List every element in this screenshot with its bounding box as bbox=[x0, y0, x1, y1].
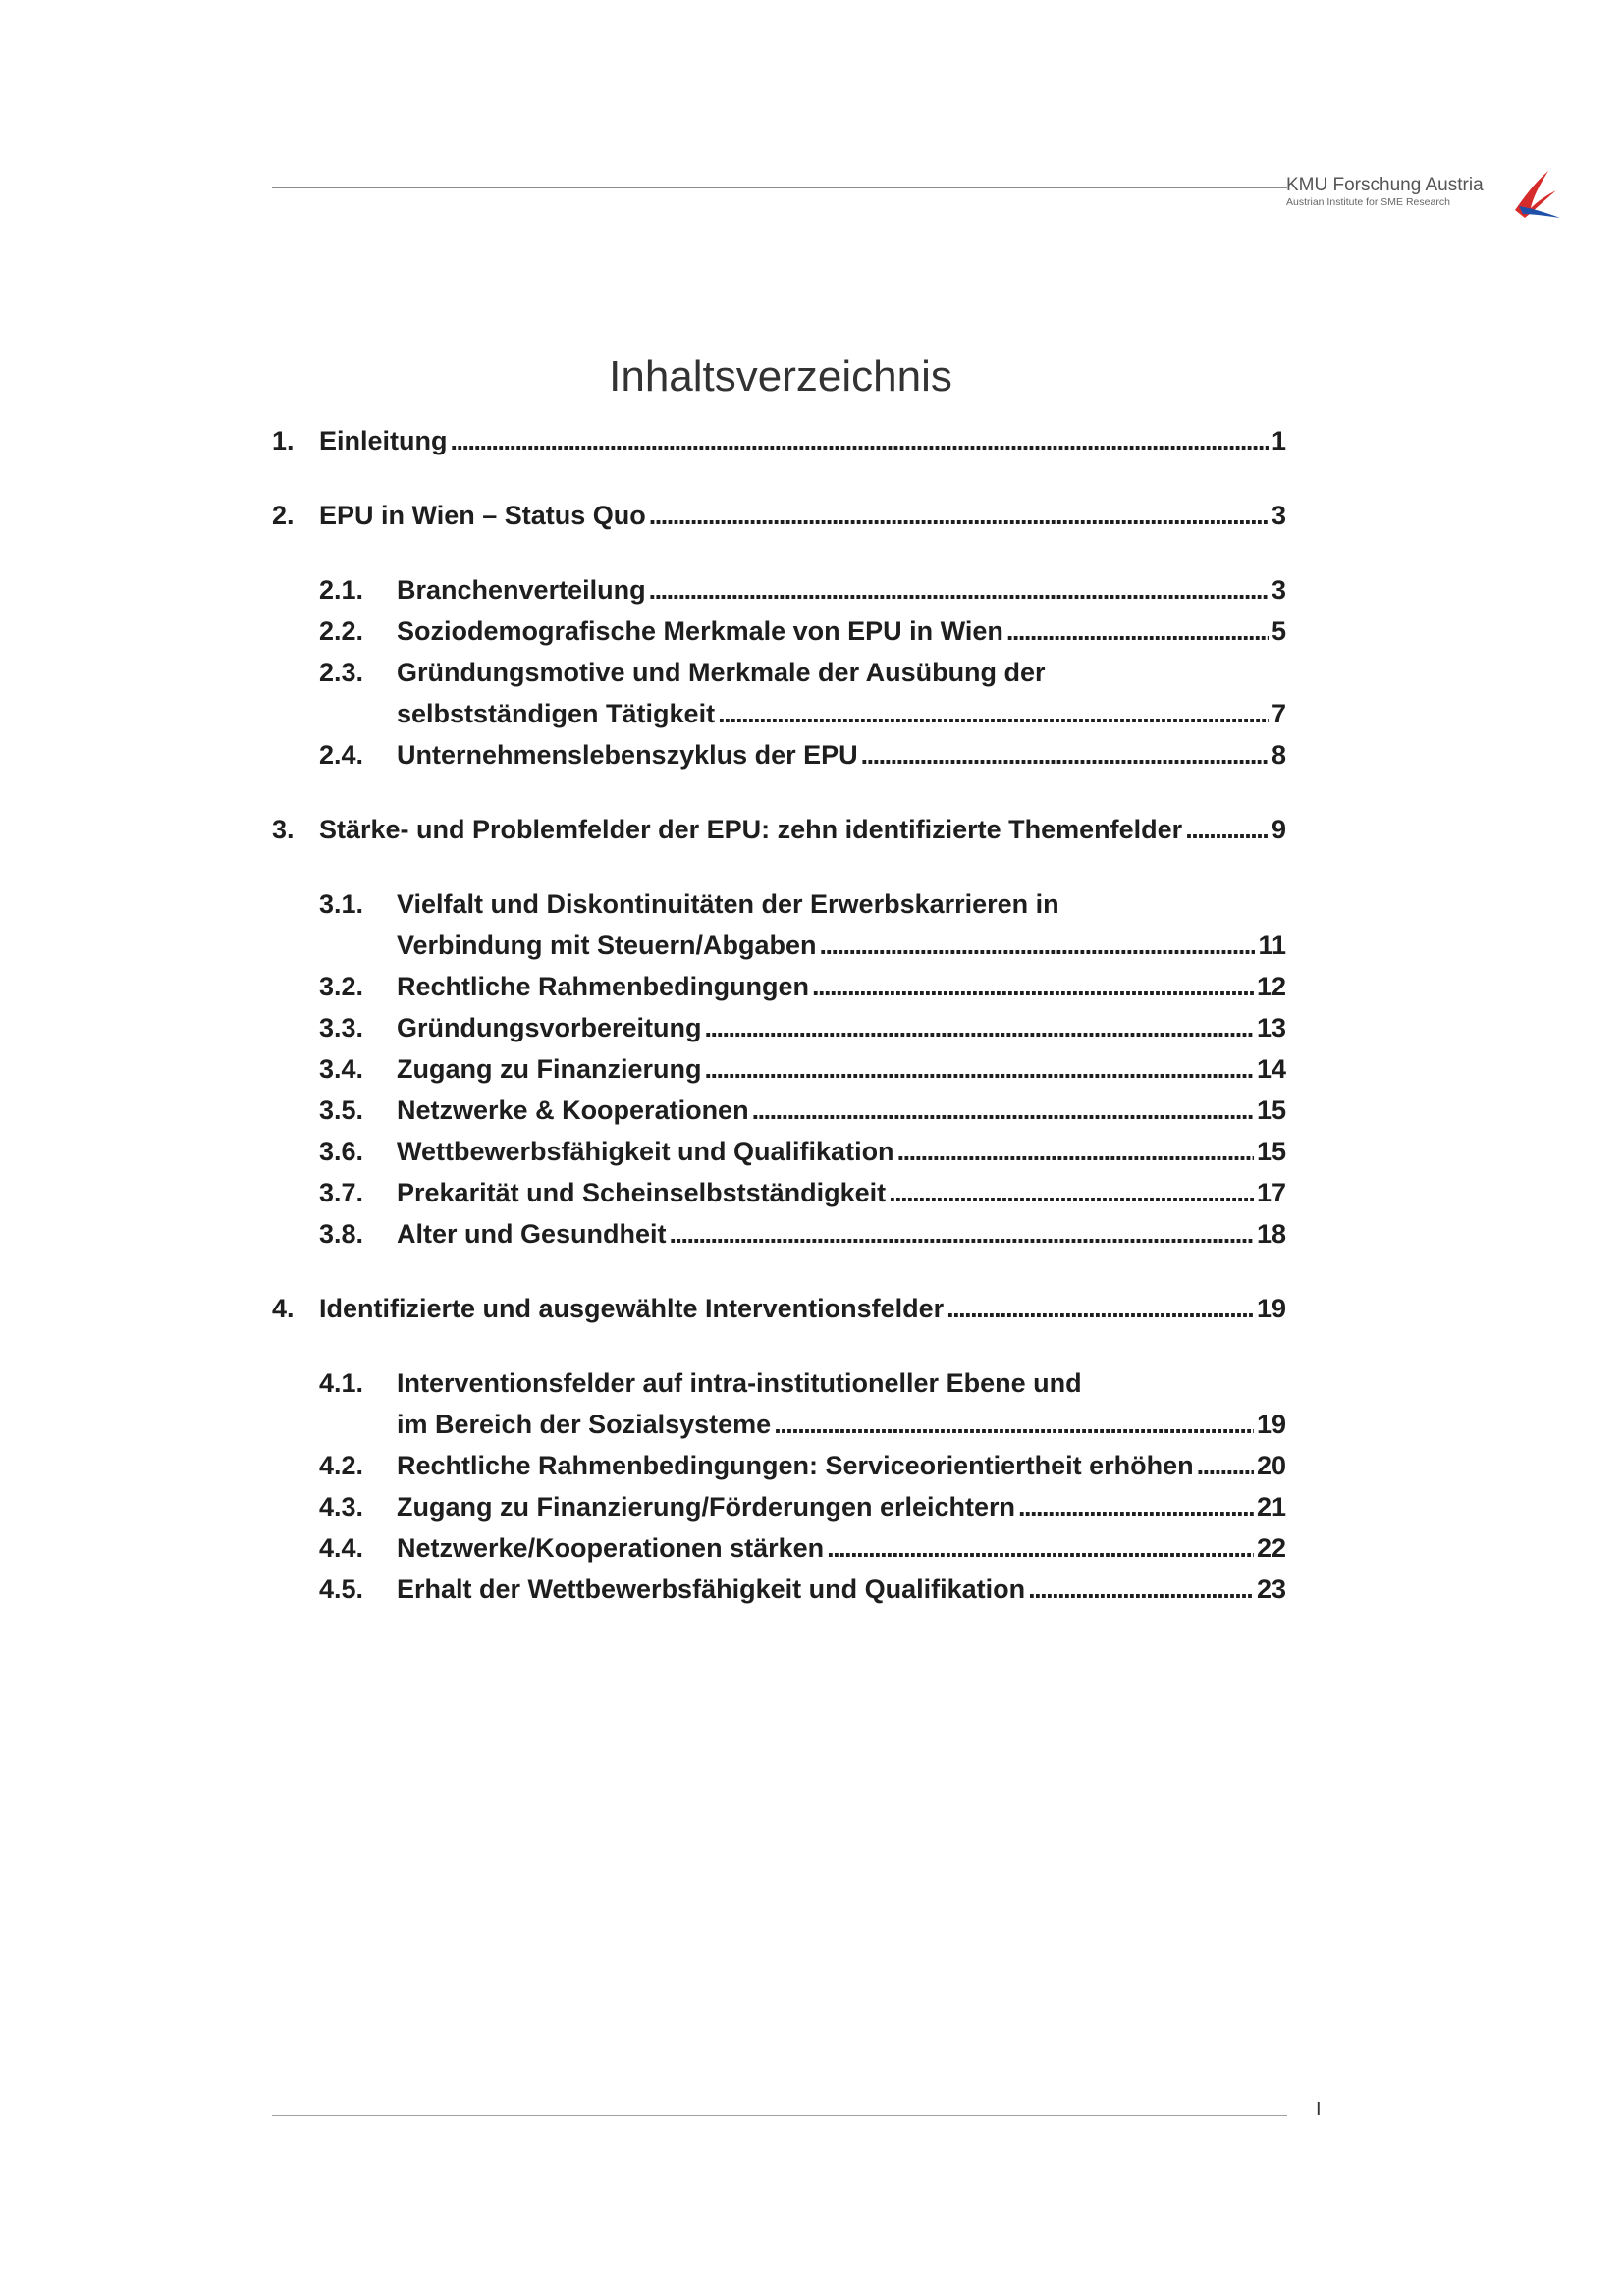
toc-entry-3-1[interactable] bbox=[272, 883, 1286, 966]
toc-number: 2.2. bbox=[319, 616, 364, 646]
toc-number: 3.5. bbox=[319, 1095, 364, 1125]
footer-page-number: I bbox=[1316, 2099, 1322, 2120]
dot-leader bbox=[670, 1213, 1254, 1255]
toc-number: 2. bbox=[272, 501, 295, 530]
toc-entry-3-6[interactable] bbox=[272, 1131, 1286, 1172]
toc-page-number: 3 bbox=[1271, 575, 1286, 605]
dot-leader bbox=[1018, 1486, 1254, 1527]
toc-entry-4-1[interactable] bbox=[272, 1362, 1286, 1445]
toc-number: 4.1. bbox=[319, 1368, 364, 1398]
toc-entry-title: Zugang zu Finanzierung/Förderungen erleichtern bbox=[397, 1492, 1016, 1522]
toc-number: 3.8. bbox=[319, 1219, 364, 1249]
toc-entry-3-3[interactable] bbox=[272, 1007, 1286, 1048]
toc-entry-title: Gründungsmotive und Merkmale der Ausübung der bbox=[397, 658, 1046, 687]
dot-leader bbox=[947, 1288, 1254, 1329]
toc-page-number: 11 bbox=[1258, 931, 1286, 960]
toc-entry-title: Interventionsfelder auf intra-institutioneller Ebene und bbox=[397, 1368, 1082, 1398]
toc-number: 4.2. bbox=[319, 1451, 364, 1480]
toc-entry-4-5[interactable] bbox=[272, 1569, 1286, 1610]
toc-entry-title: Prekarität und Scheinselbstständigkeit bbox=[397, 1178, 887, 1207]
toc-page-number: 1 bbox=[1271, 426, 1286, 455]
toc-page-number: 17 bbox=[1256, 1178, 1286, 1207]
dot-leader bbox=[705, 1007, 1254, 1048]
toc-number: 4. bbox=[272, 1294, 295, 1323]
toc-number: 3.1. bbox=[319, 889, 364, 919]
logo-name: KMU Forschung Austria bbox=[1286, 175, 1484, 195]
toc-page-number: 3 bbox=[1271, 501, 1286, 530]
toc-number: 2.4. bbox=[319, 740, 364, 770]
toc-number: 2.3. bbox=[319, 658, 364, 687]
toc-entry-title: Soziodemografische Merkmale von EPU in Wien bbox=[397, 616, 1003, 646]
toc-entry-title: Gründungsvorbereitung bbox=[397, 1013, 702, 1042]
toc-entry-title: Unternehmenslebenszyklus der EPU bbox=[397, 740, 858, 770]
toc-entry-2-4[interactable] bbox=[272, 734, 1286, 775]
toc-entry-title: Vielfalt und Diskontinuitäten der Erwerbskarrieren in bbox=[397, 889, 1059, 919]
toc-number: 4.4. bbox=[319, 1533, 364, 1563]
toc-entry-title-cont: im Bereich der Sozialsysteme bbox=[397, 1410, 772, 1439]
toc-page-number: 8 bbox=[1271, 740, 1286, 770]
toc-entry-4-4[interactable] bbox=[272, 1527, 1286, 1569]
toc-entry-title: Stärke- und Problemfelder der EPU: zehn identifizierte Themenfelder bbox=[319, 815, 1183, 844]
toc-entry-4-3[interactable] bbox=[272, 1486, 1286, 1527]
dot-leader bbox=[812, 966, 1254, 1007]
toc-entry-title: EPU in Wien – Status Quo bbox=[319, 501, 646, 530]
toc-page-number: 12 bbox=[1256, 972, 1286, 1001]
toc-page-number: 20 bbox=[1256, 1451, 1286, 1480]
toc-page-number: 21 bbox=[1256, 1492, 1286, 1522]
toc-entry-title: Erhalt der Wettbewerbsfähigkeit und Qualifikation bbox=[397, 1575, 1026, 1604]
toc-page-number: 5 bbox=[1271, 616, 1286, 646]
dot-leader bbox=[704, 1048, 1253, 1090]
toc-page-number: 19 bbox=[1256, 1294, 1286, 1323]
header-rule bbox=[272, 187, 1287, 188]
kmu-swoosh-icon bbox=[1505, 167, 1564, 222]
toc-entry-title: Netzwerke/Kooperationen stärken bbox=[397, 1533, 825, 1563]
toc-page-number: 19 bbox=[1256, 1410, 1286, 1439]
toc-number: 3.3. bbox=[319, 1013, 364, 1042]
dot-leader bbox=[451, 420, 1269, 461]
toc-entry-3-5[interactable] bbox=[272, 1090, 1286, 1131]
toc-entry-2[interactable] bbox=[272, 495, 1286, 536]
dot-leader bbox=[649, 495, 1269, 536]
toc-entry-2-2[interactable] bbox=[272, 611, 1286, 652]
toc-page-number: 14 bbox=[1256, 1054, 1286, 1084]
toc-page-number: 22 bbox=[1256, 1533, 1286, 1563]
toc-number: 3.6. bbox=[319, 1137, 364, 1166]
toc-page-number: 18 bbox=[1256, 1219, 1286, 1249]
logo-subtitle: Austrian Institute for SME Research bbox=[1286, 196, 1450, 208]
toc-entry-3-4[interactable] bbox=[272, 1048, 1286, 1090]
toc-number: 1. bbox=[272, 426, 295, 455]
toc-number: 3.4. bbox=[319, 1054, 364, 1084]
dot-leader bbox=[1028, 1569, 1254, 1610]
toc-entry-2-3[interactable] bbox=[272, 652, 1286, 734]
toc-page-number: 13 bbox=[1256, 1013, 1286, 1042]
toc-entry-title: Einleitung bbox=[319, 426, 448, 455]
toc-entry-title: Alter und Gesundheit bbox=[397, 1219, 667, 1249]
toc-entry-3[interactable] bbox=[272, 809, 1286, 850]
dot-leader bbox=[1185, 809, 1269, 850]
dot-leader bbox=[897, 1131, 1254, 1172]
toc-page-number: 9 bbox=[1271, 815, 1286, 844]
toc-entry-title: Netzwerke & Kooperationen bbox=[397, 1095, 749, 1125]
toc-number: 3. bbox=[272, 815, 295, 844]
toc-page-number: 23 bbox=[1256, 1575, 1286, 1604]
dot-leader bbox=[1197, 1445, 1254, 1486]
footer-rule bbox=[272, 2115, 1287, 2116]
dot-leader bbox=[774, 1404, 1254, 1445]
toc-entry-1[interactable] bbox=[272, 420, 1286, 461]
dot-leader bbox=[752, 1090, 1254, 1131]
toc-entry-3-8[interactable] bbox=[272, 1213, 1286, 1255]
toc-entry-title: Rechtliche Rahmenbedingungen bbox=[397, 972, 810, 1001]
toc-entry-4[interactable] bbox=[272, 1288, 1286, 1329]
toc-number: 4.3. bbox=[319, 1492, 364, 1522]
toc-number: 4.5. bbox=[319, 1575, 364, 1604]
dot-leader bbox=[1006, 611, 1269, 652]
toc-entry-4-2[interactable] bbox=[272, 1445, 1286, 1486]
dot-leader bbox=[718, 693, 1269, 734]
dot-leader bbox=[820, 925, 1256, 966]
toc-entry-title-cont: Verbindung mit Steuern/Abgaben bbox=[397, 931, 817, 960]
toc-page-number: 15 bbox=[1256, 1137, 1286, 1166]
toc-page-number: 7 bbox=[1271, 699, 1286, 728]
toc-entry-title: Branchenverteilung bbox=[397, 575, 646, 605]
dot-leader bbox=[889, 1172, 1254, 1213]
toc-entry-title-cont: selbstständigen Tätigkeit bbox=[397, 699, 716, 728]
toc-number: 2.1. bbox=[319, 575, 364, 605]
toc-number: 3.7. bbox=[319, 1178, 364, 1207]
toc-entry-title: Zugang zu Finanzierung bbox=[397, 1054, 702, 1084]
toc-entry-title: Rechtliche Rahmenbedingungen: Serviceorientiertheit erhöhen bbox=[397, 1451, 1194, 1480]
toc-entry-title: Identifizierte und ausgewählte Interventionsfelder bbox=[319, 1294, 945, 1323]
dot-leader bbox=[649, 569, 1269, 611]
dot-leader bbox=[827, 1527, 1254, 1569]
toc-entry-3-2[interactable] bbox=[272, 966, 1286, 1007]
toc-entry-2-1[interactable] bbox=[272, 569, 1286, 611]
kmu-logo bbox=[1286, 167, 1571, 226]
dot-leader bbox=[861, 734, 1269, 775]
toc-number: 3.2. bbox=[319, 972, 364, 1001]
toc-page-number: 15 bbox=[1256, 1095, 1286, 1125]
toc-entry-3-7[interactable] bbox=[272, 1172, 1286, 1213]
toc-entry-title: Wettbewerbsfähigkeit und Qualifikation bbox=[397, 1137, 894, 1166]
toc-title: Inhaltsverzeichnis bbox=[609, 352, 952, 401]
table-of-contents bbox=[272, 420, 1286, 1610]
